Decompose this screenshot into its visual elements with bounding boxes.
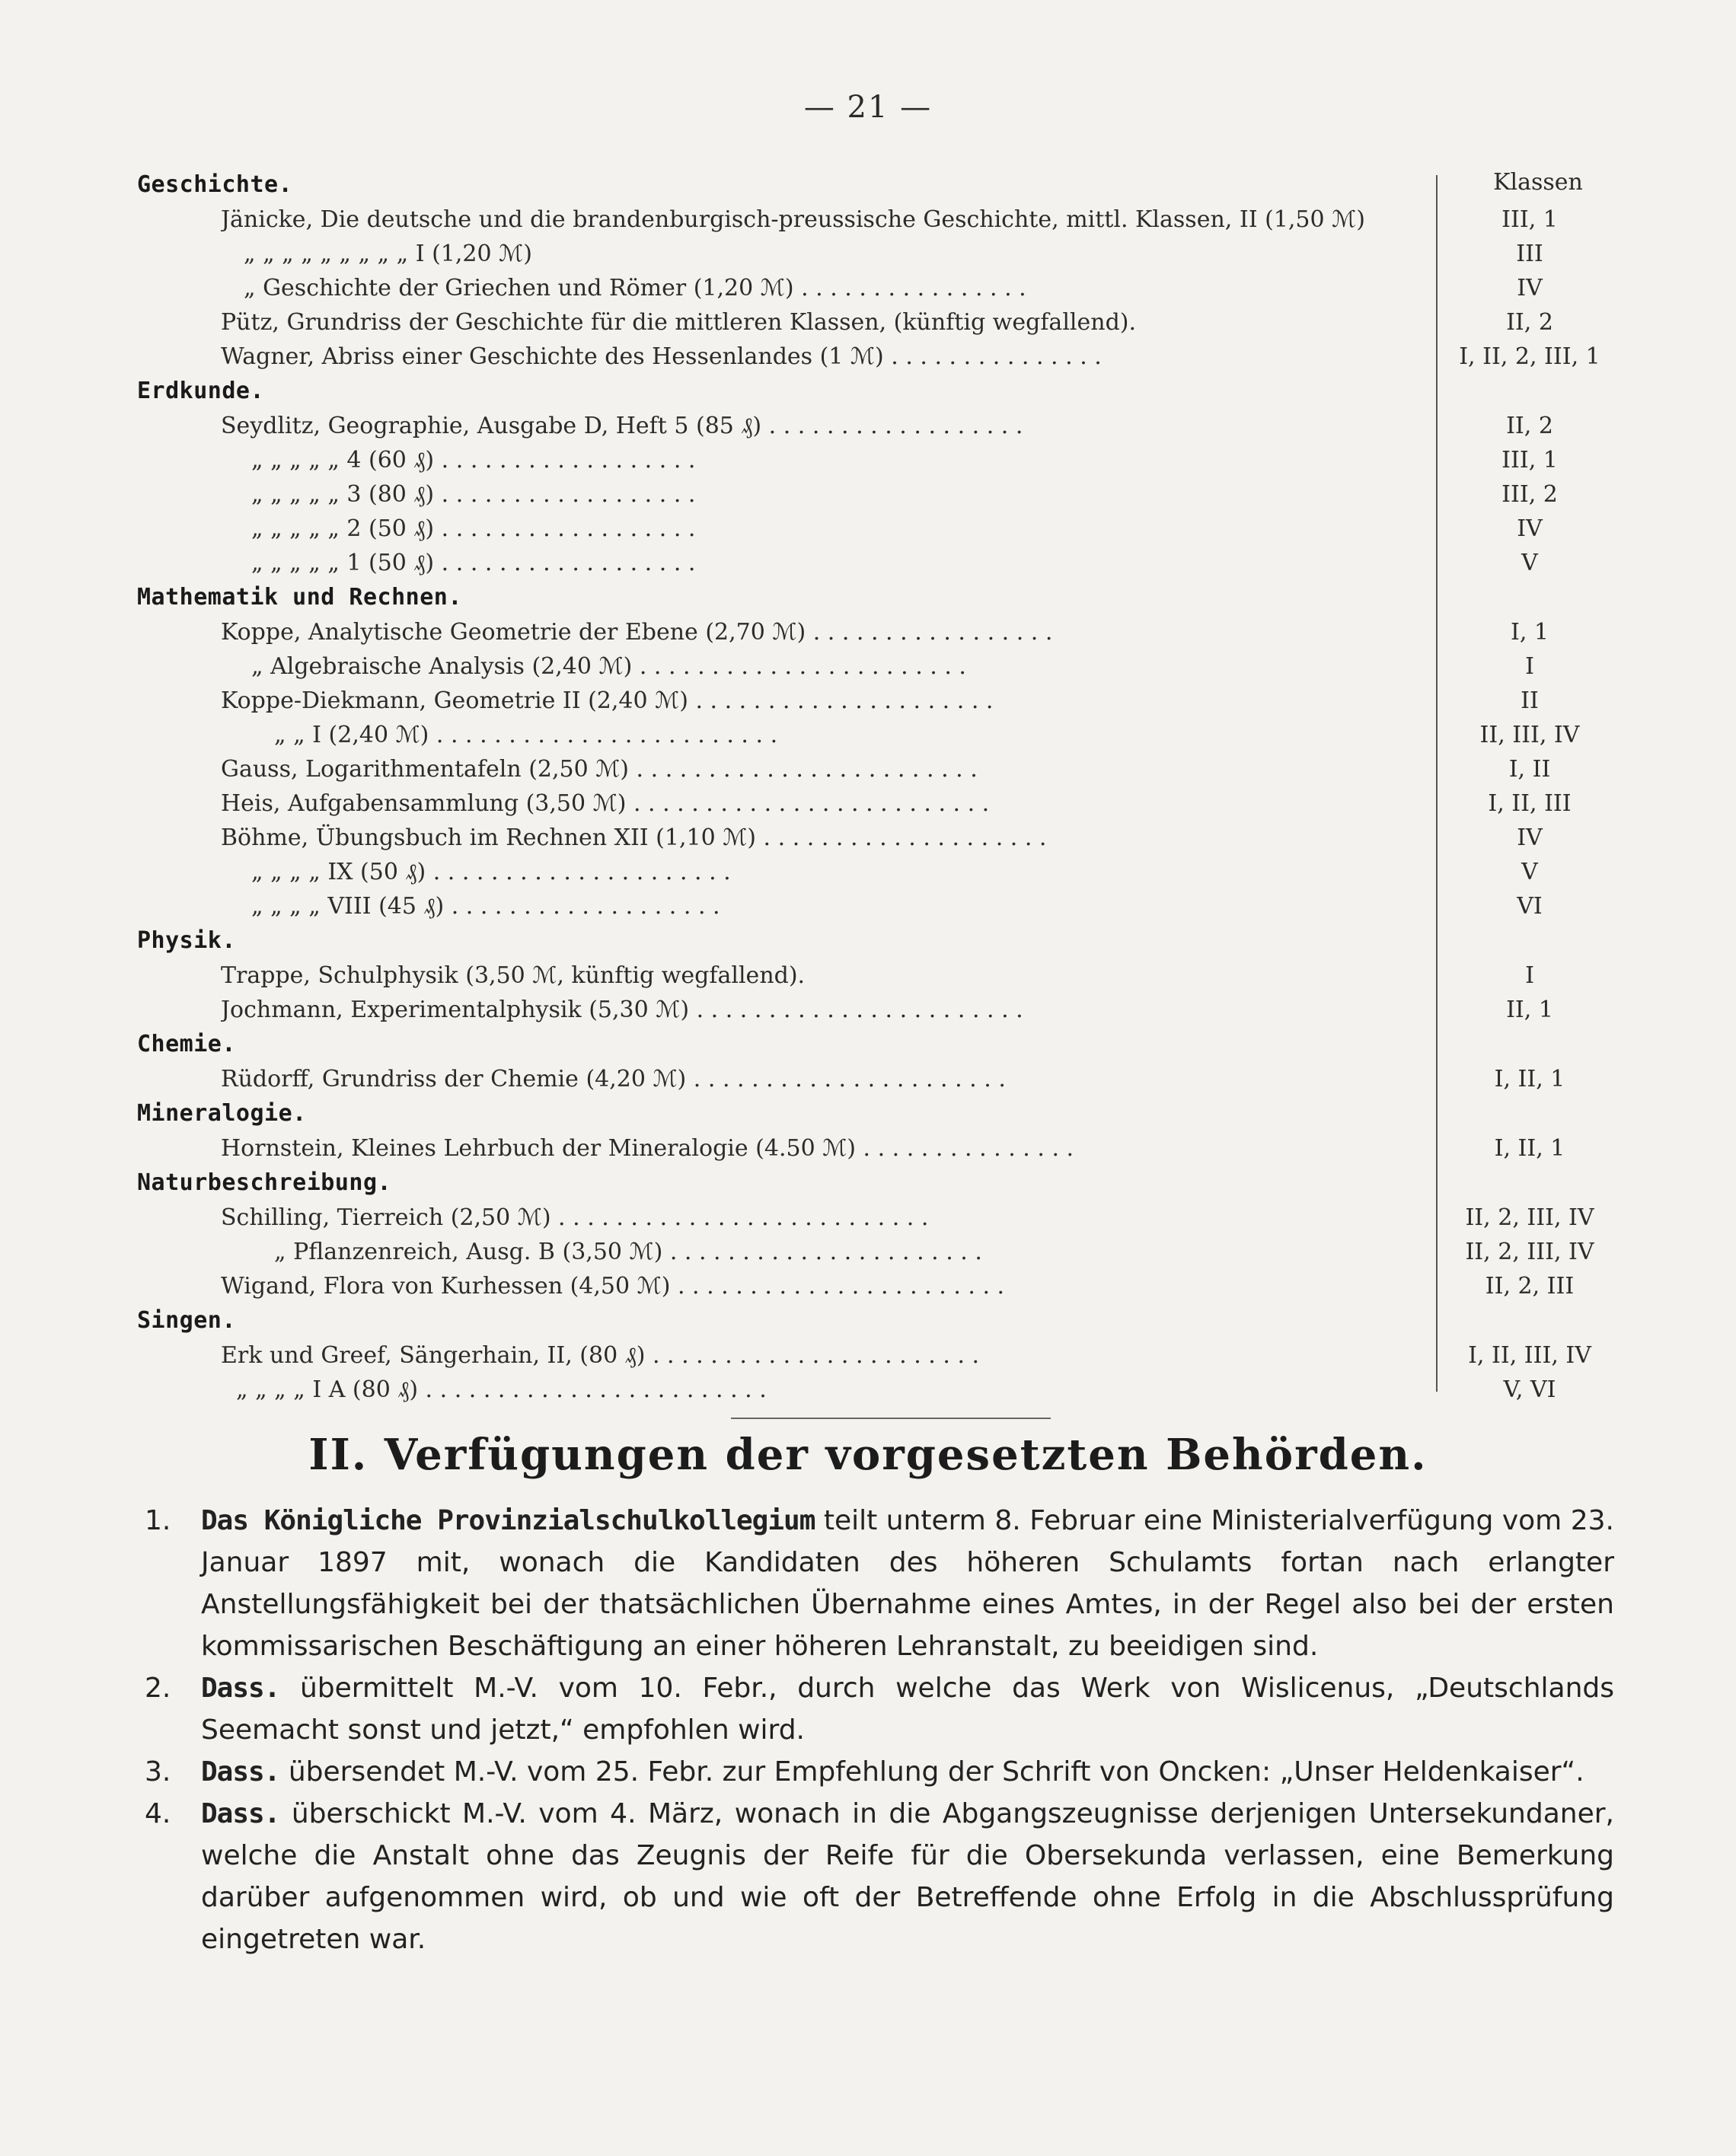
book-title: Jänicke, Die deutsche und die brandenburgisch-preussische Geschichte, mittl. Klassen, II (1,50 ℳ) — [221, 206, 1365, 233]
subject-title: Mineralogie. — [137, 1100, 307, 1127]
decree-agency: Dass. — [201, 1756, 280, 1788]
decree-number: 4. — [145, 1798, 171, 1829]
decree-item — [145, 1751, 1614, 1793]
subject-title: Mathematik und Rechnen. — [137, 584, 462, 611]
book-classes: I, II, 2, III, 1 — [1459, 343, 1600, 370]
decree-text: Dass. übersendet M.-V. vom 25. Febr. zur Empfehlung der Schrift von Oncken: „Unser Heldenkaiser“. — [201, 1756, 1584, 1788]
book-title: Heis, Aufgabensammlung (3,50 ℳ) . . . . . . . . . . . . . . . . . . . . . . . . . — [221, 790, 990, 817]
book-title: Pütz, Grundriss der Geschichte für die mittleren Klassen, (künftig wegfallend). — [221, 309, 1137, 336]
book-title: Hornstein, Kleines Lehrbuch der Mineralogie (4.50 ℳ) . . . . . . . . . . . . . . . — [221, 1135, 1074, 1162]
decree-number: 3. — [145, 1756, 171, 1788]
book-row — [137, 752, 1614, 786]
book-classes: I, II, III, IV — [1468, 1342, 1591, 1369]
decree-item — [145, 1793, 1614, 1960]
book-row — [137, 1235, 1614, 1269]
book-classes: II, 2 — [1506, 309, 1553, 336]
book-classes: I, II, III — [1488, 790, 1572, 817]
book-row — [137, 718, 1614, 752]
decrees-list — [145, 1500, 1614, 1960]
subject-title: Naturbeschreibung. — [137, 1169, 392, 1196]
book-title: Erk und Greef, Sängerhain, II, (80 ₰) . . . . . . . . . . . . . . . . . . . . . . . — [221, 1342, 980, 1369]
subject-title: Erdkunde. — [137, 378, 265, 404]
book-row — [137, 821, 1614, 855]
decree-agency: Dass. — [201, 1673, 280, 1704]
book-row — [137, 305, 1614, 340]
book-row — [137, 889, 1614, 923]
book-title: „ „ „ „ I A (80 ₰) . . . . . . . . . . . . . . . . . . . . . . . . — [236, 1376, 767, 1403]
book-title: „ „ „ „ VIII (45 ₰) . . . . . . . . . . . . . . . . . . . — [251, 893, 720, 920]
decree-item — [145, 1667, 1614, 1751]
book-title: „ „ I (2,40 ℳ) . . . . . . . . . . . . . . . . . . . . . . . . — [274, 722, 778, 748]
book-title: Wigand, Flora von Kurhessen (4,50 ℳ) . . . . . . . . . . . . . . . . . . . . . . . — [221, 1273, 1005, 1300]
book-row — [137, 1062, 1614, 1096]
book-row — [137, 1131, 1614, 1166]
subject-title: Singen. — [137, 1307, 236, 1334]
book-classes: I, II, 1 — [1494, 1066, 1565, 1092]
book-classes: V — [1521, 550, 1538, 576]
book-classes: II — [1521, 687, 1539, 714]
book-title: „ „ „ „ „ 3 (80 ₰) . . . . . . . . . . . . . . . . . . — [251, 481, 696, 508]
book-classes: III, 1 — [1501, 206, 1558, 233]
book-title: „ „ „ „ „ 4 (60 ₰) . . . . . . . . . . . . . . . . . . — [251, 447, 696, 474]
book-title: Gauss, Logarithmentafeln (2,50 ℳ) . . . . . . . . . . . . . . . . . . . . . . . . — [221, 756, 978, 783]
decree-agency: Dass. — [201, 1798, 280, 1829]
decree-number: 1. — [145, 1505, 171, 1536]
book-row — [137, 1201, 1614, 1235]
book-row — [137, 1373, 1614, 1407]
book-title: „ Geschichte der Griechen und Römer (1,20 ℳ) . . . . . . . . . . . . . . . . — [244, 275, 1026, 301]
book-classes: IV — [1517, 824, 1543, 851]
book-classes: II, III, IV — [1479, 722, 1580, 748]
book-row — [137, 546, 1614, 580]
decree-text: Das Königliche Provinzialschulkollegium teilt unterm 8. Februar eine Ministerialverfügung vom 23. Januar 1897 mit, wonach die Kandidaten des höheren Schulamts fortan nach erlangter Anstellungsfähigkeit bei der thatsächlichen Übernahme eines Amtes, in der Regel also bei der ersten kommissarischen Beschäftigung an einer höheren Lehranstalt, zu beeidigen sind. — [201, 1505, 1614, 1662]
decree-item — [145, 1500, 1614, 1667]
book-row — [137, 993, 1614, 1027]
book-title: Rüdorff, Grundriss der Chemie (4,20 ℳ) . . . . . . . . . . . . . . . . . . . . . . — [221, 1066, 1006, 1092]
book-row — [137, 340, 1614, 374]
book-classes: I, 1 — [1510, 619, 1549, 646]
section-heading: II. Verfügungen der vorgesetzten Behörden. — [308, 1430, 1428, 1480]
book-title: Schilling, Tierreich (2,50 ℳ) . . . . . . . . . . . . . . . . . . . . . . . . . . — [221, 1204, 929, 1231]
book-row — [137, 649, 1614, 684]
book-classes: VI — [1517, 893, 1543, 920]
book-title: Wagner, Abriss einer Geschichte des Hessenlandes (1 ℳ) . . . . . . . . . . . . . . . — [221, 343, 1102, 370]
book-title: „ „ „ „ IX (50 ₰) . . . . . . . . . . . . . . . . . . . . . — [251, 859, 731, 885]
book-classes: V, VI — [1503, 1376, 1556, 1403]
book-row — [137, 786, 1614, 821]
book-classes: III, 1 — [1501, 447, 1558, 474]
book-row — [137, 237, 1614, 271]
decree-text: Dass. überschickt M.-V. vom 4. März, wonach in die Abgangszeugnisse derjenigen Untersekundaner, welche die Anstalt ohne das Zeugnis der Reife für die Obersekunda verlassen, eine Bemerkung darüber aufgenommen wird, ob und wie oft der Betreffende ohne Erfolg in die Abschlussprüfung eingetreten war. — [201, 1798, 1614, 1955]
book-row — [137, 1338, 1614, 1373]
book-classes: I, II — [1508, 756, 1551, 783]
decree-number: 2. — [145, 1673, 171, 1704]
book-classes: I — [1525, 962, 1534, 989]
book-classes: III — [1516, 241, 1543, 267]
textbook-catalog — [137, 167, 1614, 1407]
book-row — [137, 203, 1614, 237]
book-row — [137, 443, 1614, 477]
book-title: „ „ „ „ „ „ „ „ „ I (1,20 ℳ) — [244, 241, 532, 267]
book-classes: II, 2, III — [1485, 1273, 1575, 1300]
book-title: „ „ „ „ „ 1 (50 ₰) . . . . . . . . . . . . . . . . . . — [251, 550, 696, 576]
book-title: Trappe, Schulphysik (3,50 ℳ, künftig wegfallend). — [221, 962, 806, 989]
book-classes: II, 2, III, IV — [1465, 1239, 1594, 1265]
book-title: Koppe-Diekmann, Geometrie II (2,40 ℳ) . . . . . . . . . . . . . . . . . . . . . — [221, 687, 994, 714]
book-row — [137, 1269, 1614, 1303]
book-title: Seydlitz, Geographie, Ausgabe D, Heft 5 (85 ₰) . . . . . . . . . . . . . . . . . . — [221, 413, 1023, 439]
book-title: „ „ „ „ „ 2 (50 ₰) . . . . . . . . . . . . . . . . . . — [251, 515, 696, 542]
subject-title: Chemie. — [137, 1031, 236, 1057]
book-classes: I, II, 1 — [1494, 1135, 1565, 1162]
book-classes: V — [1521, 859, 1538, 885]
page-number: — 21 — — [803, 90, 933, 125]
subject-title: Physik. — [137, 927, 236, 954]
book-classes: IV — [1517, 515, 1543, 542]
klassen-header: Klassen — [1493, 169, 1583, 196]
book-row — [137, 512, 1614, 546]
book-title: Koppe, Analytische Geometrie der Ebene (2,70 ℳ) . . . . . . . . . . . . . . . . . — [221, 619, 1053, 646]
book-classes: I — [1525, 653, 1534, 680]
book-row — [137, 855, 1614, 889]
book-row — [137, 958, 1614, 993]
book-row — [137, 615, 1614, 649]
decree-agency: Das Königliche Provinzialschulkollegium — [201, 1505, 815, 1536]
book-title: „ Algebraische Analysis (2,40 ℳ) . . . . . . . . . . . . . . . . . . . . . . . — [251, 653, 966, 680]
book-classes: II, 2 — [1506, 413, 1553, 439]
book-classes: II, 2, III, IV — [1465, 1204, 1594, 1231]
book-row — [137, 409, 1614, 443]
subject-title: Geschichte. — [137, 171, 293, 198]
book-title: Jochmann, Experimentalphysik (5,30 ℳ) . . . . . . . . . . . . . . . . . . . . . . . — [221, 997, 1023, 1023]
book-row — [137, 271, 1614, 305]
book-classes: IV — [1517, 275, 1543, 301]
decree-text: Dass. übermittelt M.-V. vom 10. Febr., durch welche das Werk von Wislicenus, „Deutschlands Seemacht sonst und jetzt,“ empfohlen wird. — [201, 1673, 1614, 1746]
book-classes: II, 1 — [1506, 997, 1553, 1023]
book-row — [137, 684, 1614, 718]
book-classes: III, 2 — [1501, 481, 1558, 508]
book-title: „ Pflanzenreich, Ausg. B (3,50 ℳ) . . . . . . . . . . . . . . . . . . . . . . — [274, 1239, 982, 1265]
book-title: Böhme, Übungsbuch im Rechnen XII (1,10 ℳ) . . . . . . . . . . . . . . . . . . . . — [221, 824, 1047, 851]
book-row — [137, 477, 1614, 512]
section-divider — [731, 1418, 1051, 1419]
